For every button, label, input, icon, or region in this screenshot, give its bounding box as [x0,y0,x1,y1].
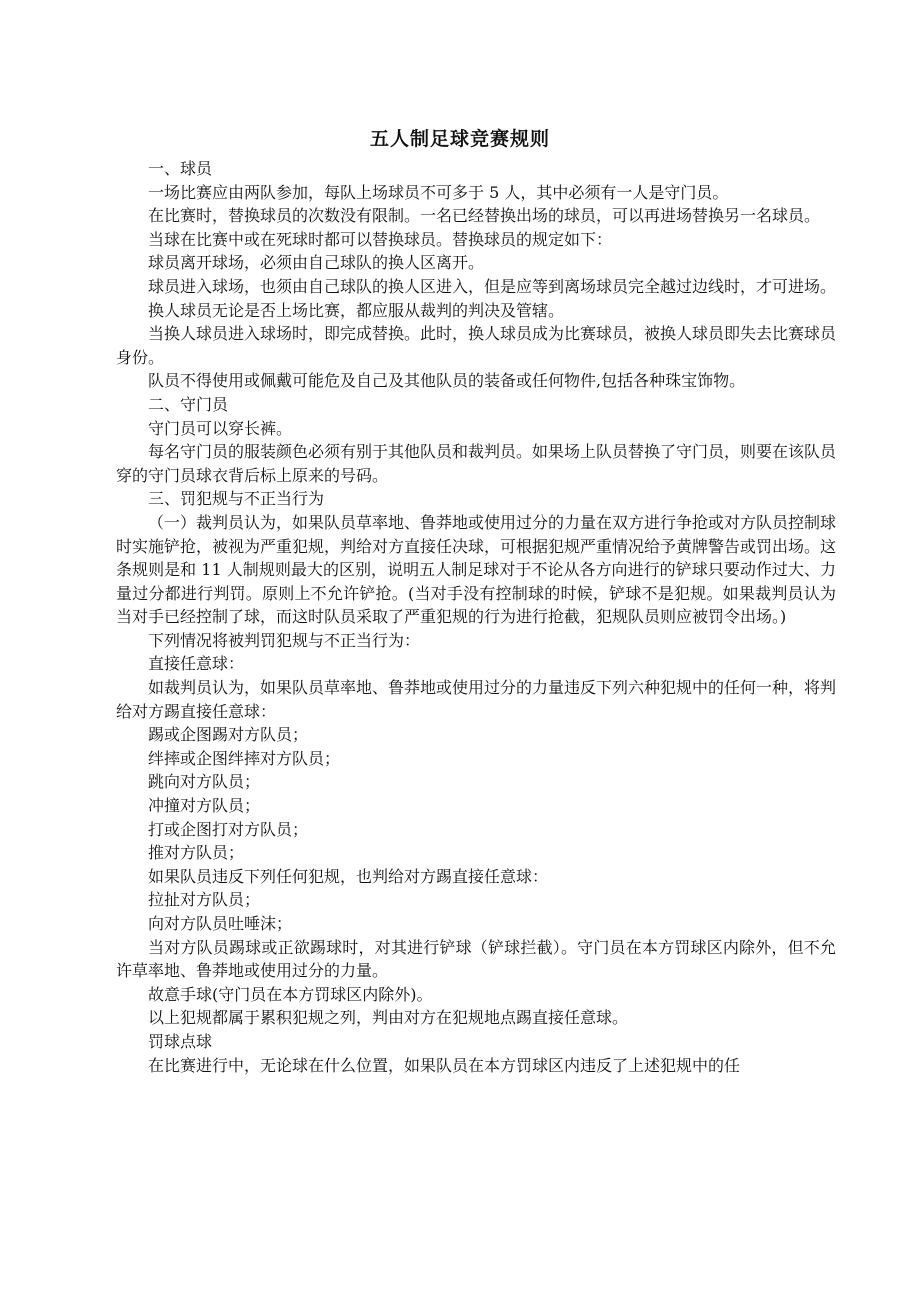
subheading-direct-free-kick: 直接任意球： [148,654,245,674]
paragraph: 以上犯规都属于累积犯规之列，判由对方在犯规地点踢直接任意球。 [148,1008,629,1028]
document-title: 五人制足球竞赛规则 [369,128,550,150]
paragraph: 球员进入球场，也须由自己球队的换人区进入，但是应等到离场球员完全越过边线时，才可进场。 [148,276,837,296]
section-heading-fouls: 三、罚犯规与不正当行为 [148,489,325,509]
paragraph: 每名守门员的服装颜色必须有别于其他队员和裁判员。如果场上队员替换了守门员，则要在该队员穿的守门员球衣背后标上原来的号码。 [116,442,837,485]
paragraph: 换人球员无论是否上场比赛，都应服从裁判的判决及管辖。 [148,300,565,320]
list-item: 打或企图打对方队员； [148,819,309,839]
paragraph: 队员不得使用或佩戴可能危及自己及其他队员的装备或任何物件,包括各种珠宝饰物。 [148,371,746,391]
document-body [116,157,836,1077]
list-item: 踢或企图踢对方队员； [148,725,309,745]
paragraph: 守门员可以穿长裤。 [148,418,293,438]
list-item: 拉扯对方队员； [148,890,261,910]
paragraph: 下列情况将被判罚犯规与不正当行为： [148,630,421,650]
paragraph: 一场比赛应由两队参加，每队上场球员不可多于 5 人，其中必须有一人是守门员。 [148,182,729,202]
paragraph: 在比赛时，替换球员的次数没有限制。一名已经替换出场的球员，可以再进场替换另一名球员。 [148,206,821,226]
list-item: 冲撞对方队员； [148,796,261,816]
subheading-penalty-kick: 罚球点球 [148,1031,213,1051]
list-item: 绊摔或企图绊摔对方队员； [148,748,341,768]
paragraph: 在比赛进行中，无论球在什么位置，如果队员在本方罚球区内违反了上述犯规中的任 [148,1055,741,1075]
paragraph: 当对方队员踢球或正欲踢球时，对其进行铲球（铲球拦截）。守门员在本方罚球区内除外，但不允许草率地、鲁莽地或使用过分的力量。 [116,937,836,981]
section-heading-goalkeeper: 二、守门员 [148,394,229,414]
paragraph: 当球在比赛中或在死球时都可以替换球员。替换球员的规定如下： [148,229,613,249]
paragraph: 如裁判员认为，如果队员草率地、鲁莽地或使用过分的力量违反下列六种犯规中的任何一种，将判给对方踢直接任意球： [116,678,837,721]
section-heading-players: 一、球员 [148,159,213,178]
paragraph: 如果队员违反下列任何犯规，也判给对方踢直接任意球： [148,866,549,886]
paragraph: （一）裁判员认为，如果队员草率地、鲁莽地或使用过分的力量在双方进行争抢或对方队员控制球时实施铲抢，被视为严重犯规，判给对方直接任决球，可根据犯规严重情况给予黄牌警告或罚出场。这条规则是和 11 人制规则最大的区别，说明五人制足球对于不论从各方向进行的铲球只要动作过大、力量过分都进行判罚。原则上不允许铲抢。(当对手没有控制球的时候，铲球不是犯规。如果裁判员认为当对手已经控制了球，而这时队员采取了严重犯规的行为进行抢截，犯规队员则应被罚令出场。) [116,512,837,627]
list-item: 跳向对方队员； [148,772,261,792]
paragraph: 当换人球员进入球场时，即完成替换。此时，换人球员成为比赛球员，被换人球员即失去比赛球员身份。 [116,324,837,367]
paragraph: 球员离开球场，必须由自己球队的换人区离开。 [148,253,485,273]
list-item: 向对方队员吐唾沫； [148,914,293,933]
paragraph: 故意手球(守门员在本方罚球区内除外)。 [148,984,433,1004]
list-item: 推对方队员； [148,843,245,863]
